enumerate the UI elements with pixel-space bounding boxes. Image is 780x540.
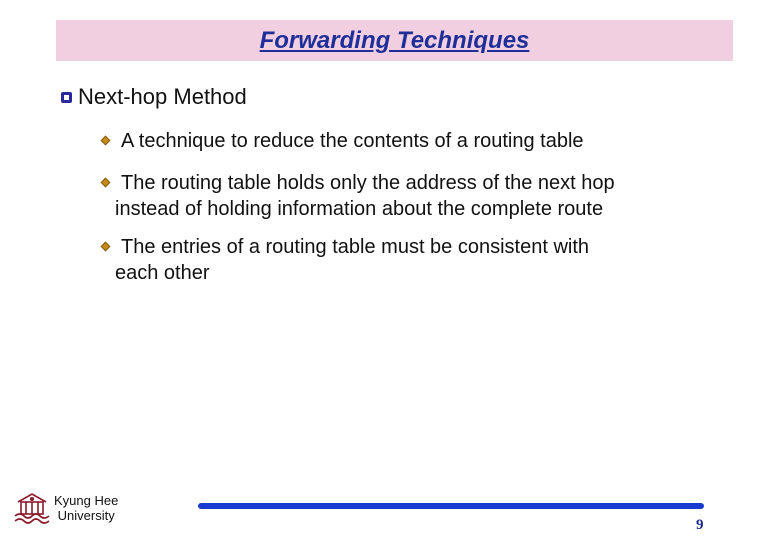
university-line-1: Kyung Hee [54, 493, 119, 508]
checkbox-square-icon [61, 92, 72, 103]
bullet-item-1 [115, 128, 584, 154]
bullet-2-line-1: The routing table holds only the address of the next hop [121, 172, 615, 194]
bullet-item-3 [115, 234, 589, 286]
bullet-1-line-1: A technique to reduce the contents of a routing table [121, 130, 584, 152]
bullet-2-line-2: instead of holding information about the complete route [115, 198, 604, 220]
bullet-item-2 [115, 170, 615, 222]
university-line-2: University [57, 508, 115, 523]
university-name [54, 493, 118, 523]
bullet-3-line-1: The entries of a routing table must be consistent with [121, 236, 590, 258]
page-number: 9 [696, 517, 704, 533]
title-bar [56, 20, 733, 61]
bullet-3-line-2: each other [115, 262, 210, 284]
footer-divider-bar [198, 503, 704, 509]
heading-text: Next-hop Method [78, 84, 247, 109]
diamond-bullet-icon [101, 242, 111, 252]
diamond-bullet-icon [101, 178, 111, 188]
university-seal-icon [12, 488, 52, 528]
slide-title: Forwarding Techniques [259, 27, 530, 54]
section-heading [61, 84, 247, 110]
diamond-bullet-icon [101, 136, 111, 146]
